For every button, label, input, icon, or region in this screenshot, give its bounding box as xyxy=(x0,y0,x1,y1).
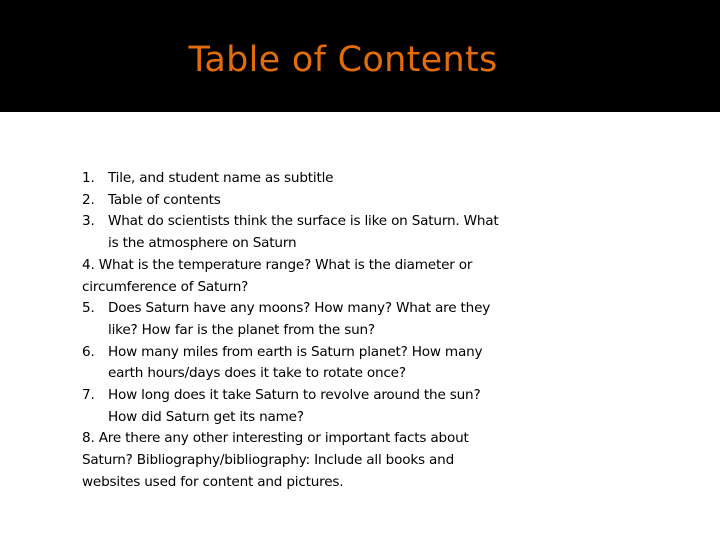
item-number: 6. xyxy=(82,343,95,360)
item-number: 8. xyxy=(82,430,95,447)
item-text: Does Saturn have any moons? How many? What are they like? How far is the planet from the sun? xyxy=(108,300,491,338)
contents-list xyxy=(82,168,502,494)
list-item xyxy=(82,168,502,190)
item-text: Are there any other interesting or important facts about Saturn? Bibliography/bibliography: Include all books and websites used for content and pictures. xyxy=(82,430,469,490)
list-item xyxy=(82,190,502,212)
slide-title: Table of Contents xyxy=(188,40,498,80)
item-text: Tile, and student name as subtitle xyxy=(108,170,334,186)
item-number: 1. xyxy=(82,170,95,186)
list-item xyxy=(82,428,502,493)
list-item xyxy=(82,255,502,298)
title-bar xyxy=(0,0,720,112)
item-number: 3. xyxy=(82,213,95,230)
list-item xyxy=(82,385,502,428)
item-text: How long does it take Saturn to revolve around the sun? How did Saturn get its name? xyxy=(108,387,481,425)
list-item xyxy=(82,211,502,254)
list-item xyxy=(82,342,502,385)
item-number: 4. xyxy=(82,256,95,273)
item-text: Table of contents xyxy=(108,191,221,208)
list-item xyxy=(82,298,502,341)
item-number: 2. xyxy=(82,191,95,208)
item-number: 7. xyxy=(82,387,95,404)
item-text: What is the temperature range? What is the diameter or circumference of Saturn? xyxy=(82,256,473,295)
item-number: 5. xyxy=(82,300,95,317)
item-text: What do scientists think the surface is like on Saturn. What is the atmosphere on Saturn xyxy=(108,213,499,252)
item-text: How many miles from earth is Saturn planet? How many earth hours/days does it take to rotate once? xyxy=(108,343,483,382)
